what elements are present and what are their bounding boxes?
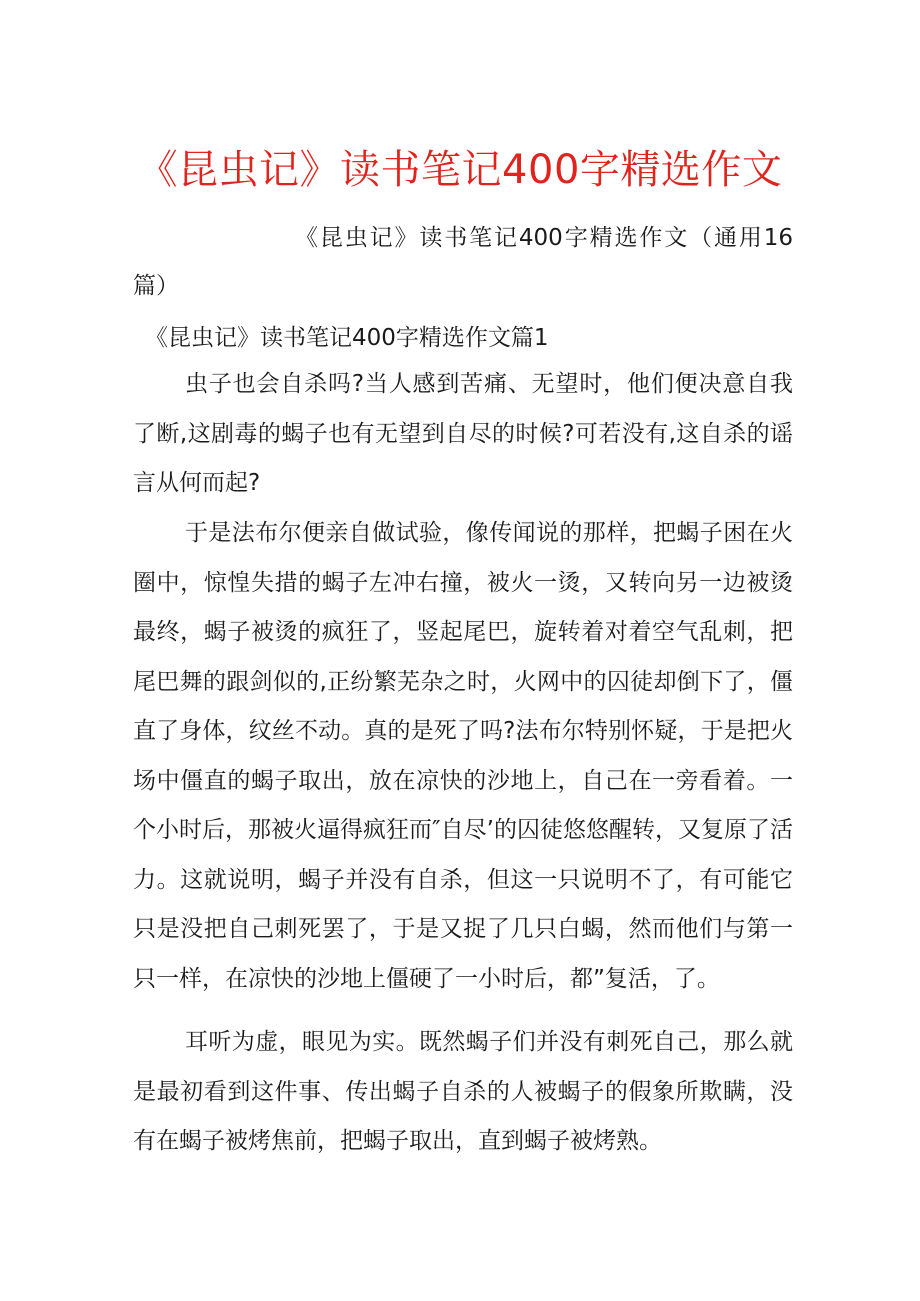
document-subtitle: 《昆虫记》读书笔记400字精选作文（通用16篇） [133, 225, 793, 299]
paragraph-3: 耳听为虚，眼见为实。既然蝎子们并没有刺死自己，那么就是最初看到这件事、传出蝎子自杀的人被蝎子的假象所欺瞒，没有在蝎子被烤焦前，把蝎子取出，直到蝎子被烤熟。 [133, 1029, 793, 1154]
paragraph-1: 虫子也会自杀吗?当人感到苦痛、无望时，他们便决意自我了断,这剧毒的蝎子也有无望到自尽的时候?可若没有,这自杀的谣言从何而起? [133, 371, 793, 496]
paragraph-2: 于是法布尔便亲自做试验，像传闻说的那样，把蝎子困在火圈中，惊惶失措的蝎子左冲右撞，被火一烫，又转向另一边被烫最终，蝎子被烫的疯狂了，竖起尾巴，旋转着对着空气乱刺，把尾巴舞的跟剑似的,正纷繁芜杂之时，火网中的囚徒却倒下了，僵直了身体，纹丝不动。真的是死了吗?法布尔特别怀疑，于是把火场中僵直的蝎子取出，放在凉快的沙地上，自己在一旁看着。一个小时后，那被火逼得疯狂而″自尽’的囚徒悠悠醒转，又复原了活力。这就说明，蝎子并没有自杀，但这一只说明不了，有可能它只是没把自己刺死罢了，于是又捉了几只白蝎，然而他们与第一只一样，在凉快的沙地上僵硬了一小时后，都”复活，了。 [133, 520, 793, 992]
document-title: 《昆虫记》读书笔记400字精选作文 [137, 147, 783, 193]
section-heading: 《昆虫记》读书笔记400字精选作文篇1 [145, 325, 549, 351]
